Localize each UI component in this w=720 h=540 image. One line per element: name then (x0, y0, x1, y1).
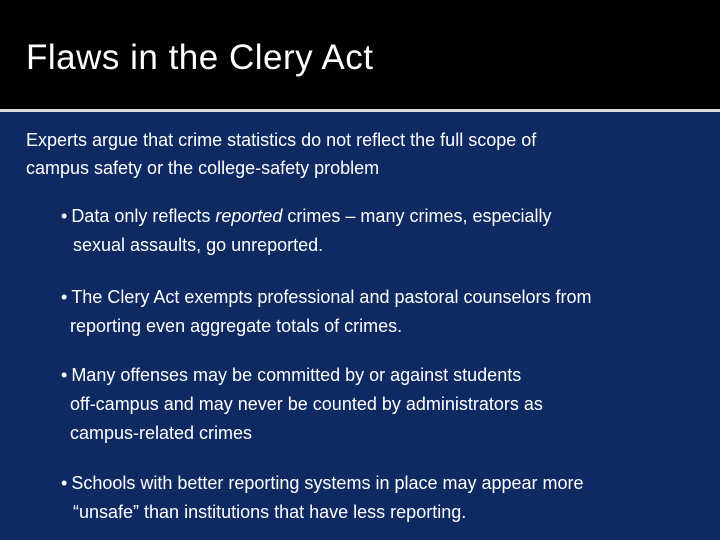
bullet-dot-icon: • (61, 473, 68, 493)
bullet-2-line-1 (61, 283, 711, 312)
bullet-counselor-exemption (61, 283, 711, 341)
bullet-dot-icon: • (61, 365, 68, 385)
intro-line-2: campus safety or the college-safety problem (26, 158, 380, 178)
title-bar (0, 0, 720, 112)
bullet-1-suffix: crimes – many crimes, especially (282, 206, 552, 226)
bullet-reporting-systems (61, 469, 711, 527)
bullet-3-text: Many offenses may be committed by or against students (71, 365, 522, 385)
bullet-1-line-1 (61, 202, 711, 231)
intro-line-1: Experts argue that crime statistics do not reflect the full scope of (26, 130, 537, 150)
bullet-dot-icon: • (61, 206, 68, 226)
slide-title: Flaws in the Clery Act (26, 38, 374, 77)
bullet-3-line-3: campus-related crimes (70, 423, 253, 443)
bullet-1-prefix: Data only reflects (71, 206, 216, 226)
bullet-4-line-1 (61, 469, 711, 498)
bullet-2-text: The Clery Act exempts professional and pastoral counselors from (71, 287, 592, 307)
bullet-2-line-2: reporting even aggregate totals of crimes. (70, 316, 403, 336)
bullet-4-text: Schools with better reporting systems in place may appear more (71, 473, 584, 493)
bullet-4-line-2: “unsafe” than institutions that have less reporting. (73, 502, 467, 522)
bullet-1-line-2: sexual assaults, go unreported. (73, 235, 324, 255)
intro-text (26, 126, 706, 182)
bullet-3-line-2: off-campus and may never be counted by administrators as (70, 394, 543, 414)
bullet-reported-crimes (61, 202, 711, 260)
bullet-off-campus-offenses (61, 361, 711, 448)
bullet-3-line-1 (61, 361, 711, 390)
bullet-dot-icon: • (61, 287, 68, 307)
bullet-1-emphasis: reported (215, 206, 283, 226)
